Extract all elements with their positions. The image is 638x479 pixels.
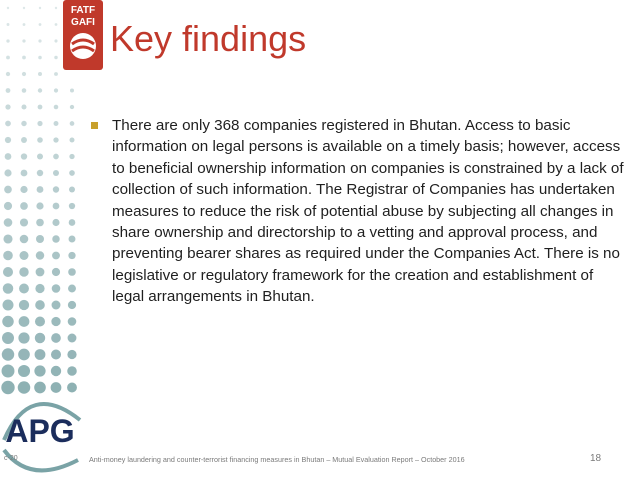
decorative-dot — [2, 365, 15, 378]
decorative-dot — [70, 121, 75, 126]
decorative-dot — [51, 349, 61, 359]
decorative-dot — [23, 7, 25, 9]
decorative-dot — [69, 236, 76, 243]
decorative-dot — [70, 105, 74, 109]
decorative-dot — [22, 88, 27, 93]
decorative-dot — [36, 251, 44, 259]
decorative-dot — [38, 72, 42, 76]
decorative-dot — [2, 348, 14, 360]
decorative-dot — [55, 23, 58, 26]
decorative-dot — [52, 252, 60, 260]
decorative-dot — [34, 365, 45, 376]
apg-logo-text: APG — [5, 413, 75, 449]
decorative-dot — [39, 7, 41, 9]
decorative-dot — [69, 203, 75, 209]
decorative-dot — [69, 170, 75, 176]
decorative-dot — [52, 235, 59, 242]
decorative-dot — [54, 88, 58, 92]
decorative-dot — [53, 186, 59, 192]
page-number: 18 — [590, 453, 602, 464]
decorative-dot — [51, 366, 61, 376]
decorative-dot — [2, 316, 13, 327]
decorative-dot — [18, 349, 30, 361]
decorative-dot — [19, 300, 29, 310]
decorative-dot — [68, 268, 76, 276]
decorative-dot — [5, 153, 12, 160]
decorative-dot — [35, 284, 44, 293]
decorative-dot — [38, 56, 42, 60]
decorative-dot — [18, 365, 30, 377]
decorative-dot — [21, 153, 27, 159]
decorative-dot — [54, 56, 57, 59]
decorative-dot — [54, 121, 59, 126]
decorative-dot — [55, 7, 57, 9]
decorative-dot — [21, 121, 26, 126]
decorative-dot — [51, 333, 61, 343]
decorative-dot — [69, 137, 74, 142]
decorative-dot — [22, 72, 26, 76]
decorative-dot — [23, 23, 26, 26]
decorative-dot — [3, 267, 13, 277]
slide-title: Key findings — [110, 18, 307, 59]
decorative-dot — [6, 39, 9, 42]
decorative-dot — [22, 56, 26, 60]
decorative-dot — [20, 202, 28, 210]
decorative-dot — [52, 268, 60, 276]
decorative-dot — [35, 316, 45, 326]
decorative-dot — [36, 219, 44, 227]
decorative-dot — [36, 268, 45, 277]
decorative-dot — [5, 121, 11, 127]
decorative-dot — [37, 170, 43, 176]
decorative-dot — [67, 366, 77, 376]
decorative-dot — [51, 317, 60, 326]
decorative-dot — [20, 218, 28, 226]
decorative-dot — [3, 283, 14, 294]
footer-text: Anti-money laundering and counter-terrorist financing measures in Bhutan – Mutual Evaluation Report – October 2016 — [89, 455, 465, 464]
decorative-dot — [53, 170, 59, 176]
decorative-dot — [35, 349, 46, 360]
decorative-dot — [3, 251, 13, 261]
decorative-dot — [37, 137, 43, 143]
decorative-dot — [52, 301, 61, 310]
decorative-dot — [52, 219, 59, 226]
decorative-dot — [2, 299, 13, 310]
bullet-marker — [91, 122, 98, 129]
decorative-dot — [35, 333, 45, 343]
apg-logo-fragment: c-20 — [4, 455, 18, 462]
decorative-dot — [4, 169, 11, 176]
decorative-dot — [68, 301, 76, 309]
decorative-dot — [35, 300, 45, 310]
decorative-dot — [19, 267, 28, 276]
decorative-dot — [54, 105, 59, 110]
decorative-dot — [67, 350, 76, 359]
decorative-dot — [68, 252, 75, 259]
decorative-dot — [7, 7, 9, 9]
decorative-dot — [20, 251, 29, 260]
decorative-dot — [18, 332, 29, 343]
decorative-dot — [21, 137, 27, 143]
decorative-dot — [20, 235, 29, 244]
decorative-dot — [53, 203, 60, 210]
decorative-dot — [6, 56, 10, 60]
decorative-dot — [68, 317, 77, 326]
fatf-gafi-logo — [63, 0, 103, 70]
decorative-dot — [69, 154, 74, 159]
logo-line1: FATF — [70, 5, 96, 16]
decorative-dot — [4, 186, 12, 194]
decorative-dot — [39, 23, 42, 26]
decorative-dot — [53, 137, 58, 142]
decorative-dot — [4, 218, 13, 227]
decorative-dot — [4, 202, 12, 210]
decorative-dot — [38, 88, 42, 92]
decorative-dot — [19, 284, 29, 294]
decorative-dot — [3, 234, 12, 243]
decorative-dot — [37, 153, 43, 159]
decorative-dot — [20, 186, 27, 193]
decorative-dot — [7, 23, 10, 26]
decorative-dot — [69, 187, 75, 193]
decorative-dot — [54, 72, 58, 76]
decorative-dot — [68, 285, 76, 293]
decorative-dot — [54, 39, 57, 42]
decorative-dot — [38, 39, 41, 42]
logo-line2: GAFI — [71, 17, 95, 28]
decorative-dot — [68, 334, 77, 343]
decorative-dot — [53, 154, 59, 160]
decorative-dot — [70, 88, 74, 92]
decorative-dot — [6, 88, 11, 93]
apg-logo — [0, 390, 85, 479]
decorative-dot — [21, 170, 28, 177]
decorative-dot — [5, 137, 11, 143]
decorative-dot — [52, 284, 61, 293]
decorative-dot — [37, 186, 44, 193]
decorative-dot — [22, 39, 25, 42]
bullet-text: There are only 368 companies registered in Bhutan. Access to basic information on legal persons is available on a timely basis; however, access to beneficial ownership information on companies is constrained by a lack of collection of such information. The Registrar of Companies has undertaken measures to reduce the risk of potential abuse by subjecting all changes in share ownership and directorship to a vetting and approval process, and preventing bearer shares as required under the Companies Act. There is no legislative or regulatory framework for the creation and establishment of legal arrangements in Bhutan. — [112, 117, 624, 306]
decorative-dot — [36, 235, 44, 243]
decorative-dot — [6, 72, 10, 76]
decorative-dot — [69, 219, 76, 226]
decorative-dot — [2, 332, 14, 344]
decorative-dot — [36, 202, 43, 209]
decorative-dot — [5, 104, 10, 109]
decorative-dot — [38, 105, 43, 110]
decorative-dot — [21, 104, 26, 109]
decorative-dot — [37, 121, 42, 126]
decorative-dot — [19, 316, 30, 327]
